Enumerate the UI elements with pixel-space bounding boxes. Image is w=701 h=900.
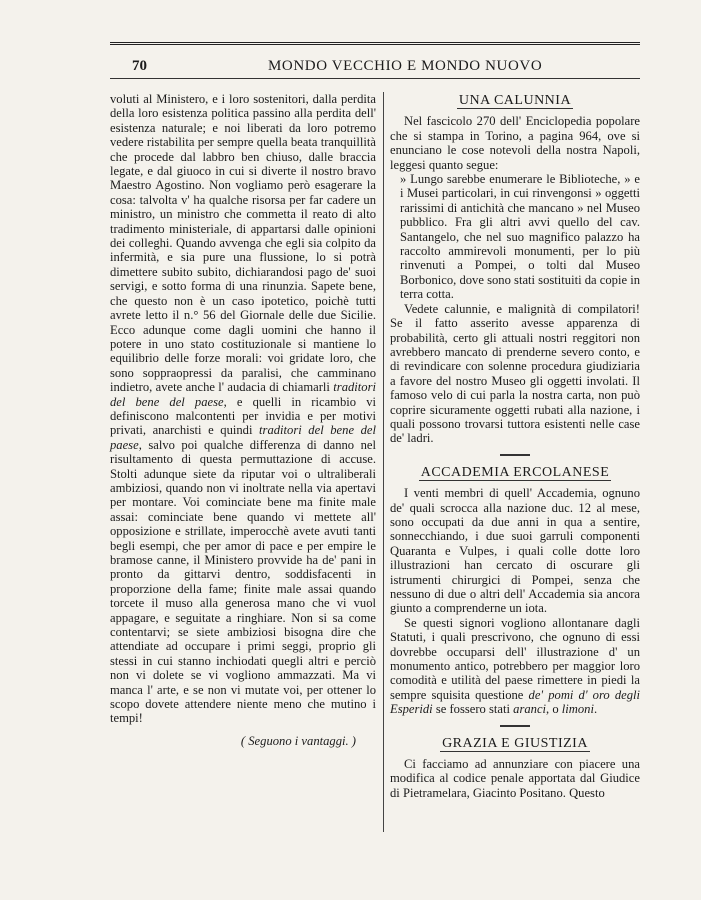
calunnia-quote: » Lungo sarebbe enumerare le Biblioteche, » e i Musei particolari, in cui rinvengonsi » oggetti rarissimi di antichità che mancano » nel Museo pubblico. Fra gli altri avvi quello del cav. Santangelo, che nel suo magnifico palazzo ha raccolto ammirevoli monumenti, per lo più rinvenuti a Pompei, o tolti dal Museo Borbonico, dove sono stati sostituiti da copie in terra cotta.: [400, 172, 640, 302]
section-separator: [500, 454, 530, 456]
column-divider: [383, 92, 384, 832]
left-text-3: , salvo poi qualche differenza di danno nel risultamento di questa permuttazione di accuse. Stolti adunque siete da riputar voi o ultraliberali ambiziosi, quando non vi inoltrate nella via apertavi per montare. Voi cominciate bene ma finite male assai: cominciate bene quando vi mettete all' opposizione e strillate, imperocchè avete avuti tanti begli esempi, che per amor di pace e per empire le bramose canne, il Ministero provvide ha de' pani in pronto da gittarvi dentro, soddisfacenti in proporzione della fame; finite male assai quando torcete il muso alla generosa mano che vi vuol appagare, e seguitate a ringhiare. Non si sa come contentarvi; se siete ambiziosi bisogna dire che attendiate ad occupare i primi seggi, proprio gli stessi in cui stanno inchiodati quegli altri e perciò non vi dolete se vi vogliono ammazzati. Ma vi manca l' arte, e se non vi mutate voi, per ottener lo scopo dovete attendere niente meno che mutino i tempi!: [110, 437, 376, 726]
running-title: MONDO VECCHIO E MONDO NUOVO: [268, 58, 543, 74]
calunnia-paragraph-2: Vedete calunnie, e malignità di compilatori! Se il fatto asserito avesse apparenza di probabilità, certo gli attuali nostri reggitori non avrebbero mancato di prenderne severo conto, e di revindicare con solenne procedura giudiziaria a favore del nostro Museo gli oggetti involati. Il famoso velo di cui parla la nostra carta, non può coprire sicuramente oggetti rubati alla nazione, i quali possono trovarsi tuttora esistenti nelle case de' ladri.: [390, 301, 640, 446]
left-text-2: , e quelli in ricambio vi definiscono malcontenti per invidia e per motivi privati, anarchisti e quindi: [110, 394, 376, 438]
section-title-grazia: [390, 737, 640, 751]
left-text-1: voluti al Ministero, e i loro sostenitori, dalla perdita della loro esistenza politica passino alla perdita dell' esistenza naturale; e noi liberati da loro potremo vedere ristabilita per sempre quella beata tranquillità che procede dal labbro ben chiuso, dalle braccia legate, e dal giuoco in cui si diverte il nostro bravo Maestro Agostino. Non vogliamo però esagerare la cosa: talvolta v' ha qualche risorsa per far cadere un ministro, un ministro che commetta il reato di alto tradimento ministeriale, di appartarsi dalle opinioni dei colleghi. Quando avvenga che egli sia colpito da infermità, e sia pure una flussione, lo si potrà dimettere subito subito, dichiarandosi pago de' suoi servigi, e sotto forma di una rinunzia. Sapete bene, che questo non è un caso ipotetico, poichè tutti avrete letto il n.° 56 del Giornale delle due Sicilie. Ecco adunque come dagli uomini che hanno il potere in uno stato costituzionale si mantiene lo equilibrio delle forze morali: voi gridate loro, che sono soppraopressi da paralisi, che camminano indietro, avete anche l' audacia di chiamarli: [110, 92, 376, 395]
section-title-text: ACCADEMIA ERCOLANESE: [420, 464, 610, 480]
section-title-text: GRAZIA E GIUSTIZIA: [442, 735, 588, 751]
section-title-accademia: [390, 466, 640, 480]
accademia-italic-1: de' pomi d' oro degli Esperidi: [390, 687, 640, 717]
top-rule: [110, 42, 640, 45]
section-title-calunnia: [390, 94, 640, 108]
continued-note: ( Seguono i vantaggi. ): [240, 733, 356, 748]
accademia-paragraph-1: I venti membri di quell' Accademia, ognuno de' quali scrocca alla nazione duc. 12 al mese, sono occupati da due anni in qua a sentire, sonnecchiando, i due suoi garruli componenti Quaranta e Vulpes, i quali colle dotte loro illustrazioni han cercato di oscurare gli istrumenti chirurgici di Pompei, senza che nessuno di due o altri dell' Accademia sia ancora giunto a comprenderne un iota.: [390, 486, 640, 616]
left-column: [110, 92, 376, 832]
section-separator: [500, 725, 530, 727]
left-paragraph: [110, 92, 376, 726]
page-number: 70: [132, 58, 147, 74]
section-title-text: UNA CALUNNIA: [458, 93, 572, 108]
accademia-italic-3: limoni: [561, 702, 594, 717]
left-italic-1: traditori del bene del paese: [110, 380, 376, 409]
right-column: [390, 92, 640, 872]
accademia-text: Se questi signori vogliono allontanare dagli Statuti, i quali prescrivono, che ognuno di essi dovrebbe occuparsi dell' illustrazione d' un monumento antico, potrebbero per maggior loro comodità e utilità del paese rimettere in piedi la sempre squisita questione: [390, 615, 640, 702]
accademia-italic-2: aranci: [513, 702, 547, 717]
header-rule: [110, 78, 640, 79]
accademia-text-3: , o: [546, 702, 559, 717]
left-italic-2: traditori del bene del paese: [110, 423, 376, 452]
accademia-text-end: .: [593, 702, 598, 717]
grazia-paragraph-1: Ci facciamo ad annunziare con piacere una modifica al codice penale apportata dal Giudice di Pietramelara, Giacinto Positano. Questo: [390, 757, 640, 800]
accademia-paragraph-2: [390, 616, 640, 717]
page-header: [110, 50, 640, 78]
calunnia-paragraph-1: Nel fascicolo 270 dell' Enciclopedia popolare che si stampa in Torino, a pagina 964, ove si enunciano le cose notevoli della nostra Napoli, leggesi quanto segue:: [390, 114, 640, 172]
accademia-text-2: se fossero stati: [435, 702, 510, 717]
